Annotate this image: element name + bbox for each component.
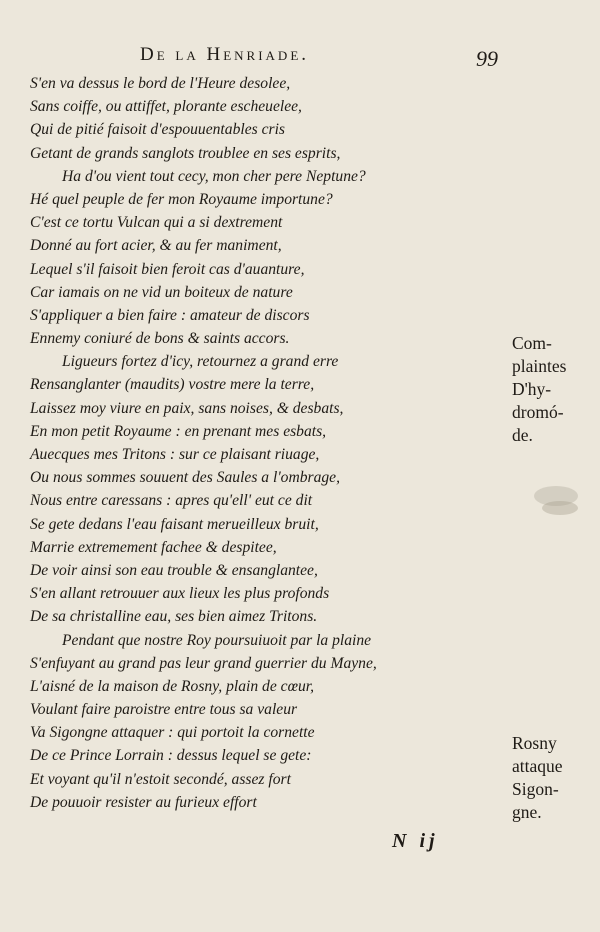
verse-line: S'en va dessus le bord de l'Heure desolee, [30, 75, 291, 92]
verse-line: En mon petit Royaume : en prenant mes esbats, [30, 422, 327, 440]
verse-line: Auecques mes Tritons : sur ce plaisant riuage, [30, 446, 320, 463]
margin-note-line: Rosny [512, 733, 557, 753]
margin-note-line: dromó- [512, 402, 564, 422]
running-title: De la Henriade. [140, 44, 310, 65]
verse-line: S'enfuyant au grand pas leur grand guerrier du Mayne, [30, 654, 377, 672]
margin-note-line: Com- [512, 333, 552, 353]
verse-line: Ou nous sommes souuent des Saules a l'ombrage, [30, 469, 340, 487]
verse-line: Marrie extremement fachee & despitee, [30, 538, 277, 556]
verse-line: De voir ainsi son eau trouble & ensanglantee, [30, 561, 318, 579]
verse-line: Et voyant qu'il n'estoit secondé, assez fort [30, 770, 291, 788]
verse-line: Rensanglanter (maudits) vostre mere la terre, [30, 376, 315, 394]
verse-line: Hé quel peuple de fer mon Royaume importune? [30, 190, 333, 208]
verse-line: Ennemy coniuré de bons & saints accors. [30, 330, 290, 348]
margin-note-line: plaintes [512, 356, 567, 376]
verse-line: L'aisné de la maison de Rosny, plain de cœur, [30, 677, 315, 695]
verse-line: Se gete dedans l'eau faisant merueilleux bruit, [30, 515, 319, 533]
poem-text [30, 72, 490, 814]
verse-line: Donné au fort acier, & au fer maniment, [30, 237, 282, 255]
margin-note-line: Sigon- [512, 779, 559, 799]
verse-line: S'appliquer a bien faire : amateur de discors [30, 306, 310, 324]
verse-line: Laissez moy viure en paix, sans noises, & desbats, [30, 399, 344, 417]
margin-note-line: gne. [512, 802, 542, 822]
verse-line: Lequel s'il faisoit bien feroit cas d'auanture, [30, 260, 305, 278]
page-number: 99 [476, 46, 498, 71]
verse-line: Va Sigongne attaquer : qui portoit la cornette [30, 724, 315, 742]
verse-line: Qui de pitié faisoit d'espouuentables cris [30, 121, 285, 139]
verse-line: Sans coiffe, ou attiffet, plorante escheuelee, [30, 98, 302, 116]
verse-line: Voulant faire paroistre entre tous sa valeur [30, 701, 298, 719]
margin-note-line: de. [512, 425, 533, 445]
margin-note-line: attaque [512, 756, 563, 776]
margin-note-complaints [512, 332, 592, 447]
verse-line: Ligueurs fortez d'icy, retournez a grand erre [62, 353, 339, 371]
signature-mark: N ij [392, 830, 439, 852]
verse-line: De pouuoir resister au furieux effort [30, 793, 257, 811]
margin-note-line: D'hy- [512, 379, 552, 399]
verse-line: Pendant que nostre Roy poursuiuoit par la plaine [62, 631, 372, 649]
verse-line: De ce Prince Lorrain : dessus lequel se gete: [30, 747, 312, 765]
verse-line: S'en allant retrouuer aux lieux les plus profonds [30, 585, 330, 603]
verse-line: Nous entre caressans : apres qu'ell' eut ce dit [30, 492, 313, 510]
verse-line: Getant de grands sanglots troublee en ses esprits, [30, 144, 341, 162]
ink-smudge-icon [530, 476, 582, 524]
verse-line: C'est ce tortu Vulcan qui a si dextrement [30, 214, 283, 232]
margin-note-rosny [512, 732, 592, 824]
verse-line: De sa christalline eau, ses bien aimez Tritons. [30, 608, 318, 626]
verse-line: Ha d'ou vient tout cecy, mon cher pere Neptune? [62, 167, 366, 185]
verse-line: Car iamais on ne vid un boiteux de nature [30, 283, 293, 301]
